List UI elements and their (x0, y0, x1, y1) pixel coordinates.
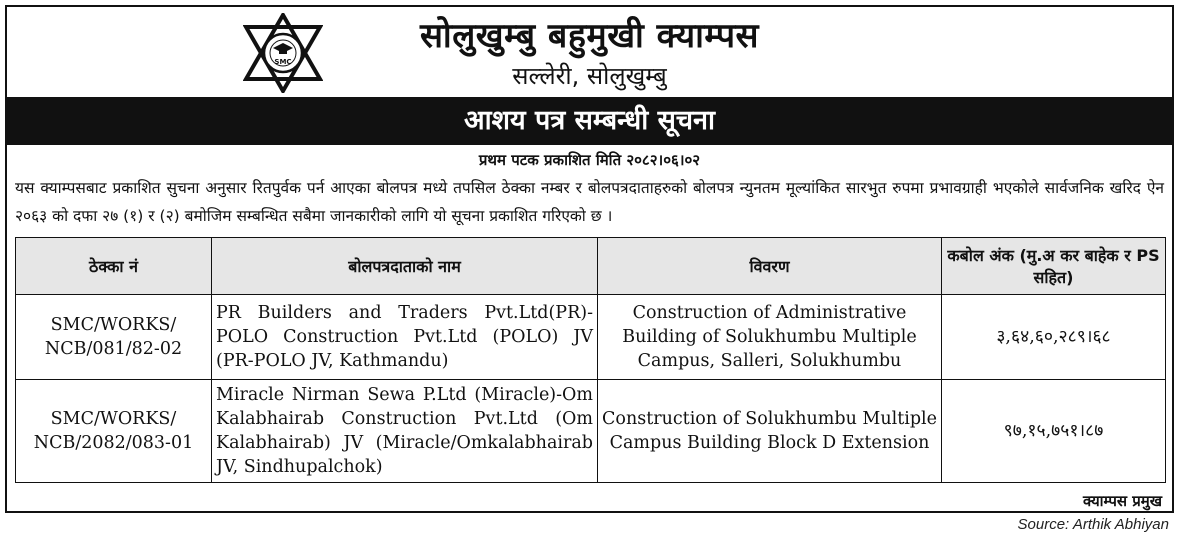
header-bid-amount: कबोल अंक (मु.अ कर बाहेक र PS सहित) (942, 238, 1166, 295)
publish-date: प्रथम पटक प्रकाशित मिति २०८२।०६।०२ (478, 151, 701, 169)
table-row (16, 380, 1166, 483)
source-credit: Source: Arthik Abhiyan (1017, 516, 1169, 533)
bid-table (15, 237, 1166, 483)
bid-amount-cell: ९७,१५,७५१।८७ (942, 380, 1166, 483)
notice-frame (5, 5, 1174, 513)
svg-text:SMC: SMC (274, 58, 292, 66)
description-cell: Construction of Administrative Building of Solukhumbu Multiple Campus, Salleri, Solukhumbu (598, 295, 942, 380)
signature-campus-chief: क्याम्पस प्रमुख (1082, 492, 1162, 510)
description-cell: Construction of Solukhumbu Multiple Campus Building Block D Extension (598, 380, 942, 483)
header-description: विवरण (598, 238, 942, 295)
contract-no-cell: SMC/WORKS/ NCB/081/82-02 (16, 295, 212, 380)
bidder-name-cell: PR Builders and Traders Pvt.Ltd(PR)-POLO Construction Pvt.Ltd (POLO) JV (PR-POLO JV, Kathmandu) (212, 295, 598, 380)
bidder-name-cell: Miracle Nirman Sewa P.Ltd (Miracle)-Om Kalabhairab Construction Pvt.Ltd (Om Kalabhairab) JV (Miracle/Omkalabhairab JV, Sindhupalchok) (212, 380, 598, 483)
bid-amount-cell: ३,६४,६०,२८९।६८ (942, 295, 1166, 380)
notice-title: आशय पत्र सम्बन्धी सूचना (7, 97, 1172, 145)
intro-paragraph: यस क्याम्पसबाट प्रकाशित सुचना अनुसार रितपुर्वक पर्न आएका बोलपत्र मध्ये तपसिल ठेक्का नम्बर र बोलपत्रदाताहरुको बोलपत्र न्युनतम मूल्यांकित सारभुत रुपमा प्रभावग्राही भएकोले सार्वजनिक खरिद ऐन २०६३ को दफा २७ (१) र (२) बमोजिम सम्बन्धित सबैमा जानकारीको लागि यो सूचना प्रकाशित गरिएको छ । (15, 179, 1164, 225)
contract-no-cell: SMC/WORKS/ NCB/2082/083-01 (16, 380, 212, 483)
notice-header (7, 7, 1172, 97)
campus-name: सोलुखुम्बु बहुमुखी क्याम्पस (419, 16, 760, 56)
campus-location: सल्लेरी, सोलुखुम्बु (512, 62, 667, 90)
header-contract-no: ठेक्का नं (16, 238, 212, 295)
table-header-row (16, 238, 1166, 295)
table-row (16, 295, 1166, 380)
header-bidder-name: बोलपत्रदाताको नाम (212, 238, 598, 295)
